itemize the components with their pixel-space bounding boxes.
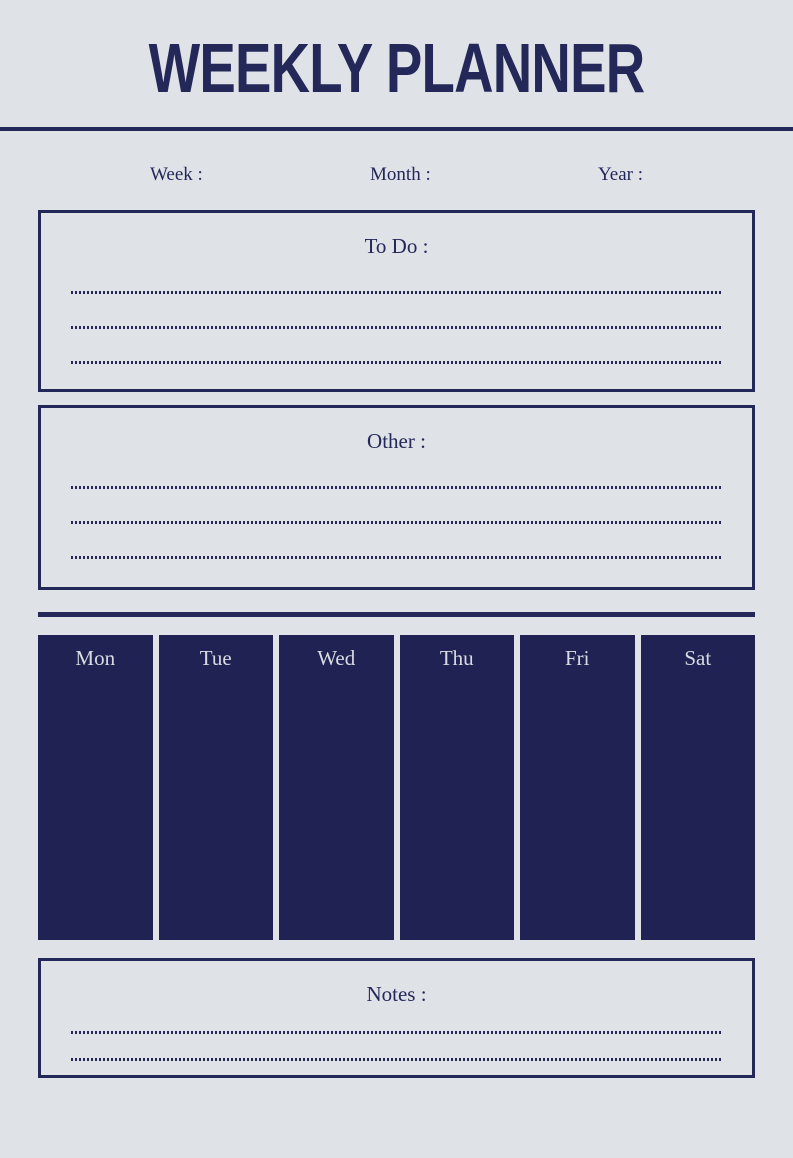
- meta-row: [0, 163, 793, 186]
- year-label: Year :: [597, 164, 643, 185]
- day-column-wed[interactable]: [279, 635, 394, 940]
- day-label-sat: Sat: [684, 646, 712, 670]
- day-label-tue: Tue: [199, 646, 232, 670]
- day-column-tue[interactable]: [159, 635, 274, 940]
- title-divider: [0, 127, 793, 131]
- day-column-sat[interactable]: [641, 635, 756, 940]
- todo-line-3[interactable]: [71, 361, 722, 364]
- other-line-1[interactable]: [71, 486, 722, 489]
- notes-section: [38, 958, 755, 1078]
- todo-section: [38, 210, 755, 392]
- notes-line-2[interactable]: [71, 1058, 722, 1061]
- day-column-thu[interactable]: [400, 635, 515, 940]
- other-title: Other :: [367, 429, 426, 453]
- day-column-mon[interactable]: [38, 635, 153, 940]
- todo-title: To Do :: [364, 234, 429, 258]
- day-grid: [38, 635, 755, 940]
- other-line-3[interactable]: [71, 556, 722, 559]
- day-label-fri: Fri: [564, 646, 590, 670]
- other-section: [38, 405, 755, 590]
- day-column-fri[interactable]: [520, 635, 635, 940]
- notes-title: Notes :: [366, 982, 427, 1006]
- page-title: WEEKLY PLANNER: [148, 29, 645, 107]
- days-divider: [38, 612, 755, 617]
- week-label: Week :: [150, 164, 203, 185]
- day-label-thu: Thu: [439, 646, 474, 670]
- planner-page: [0, 29, 793, 1158]
- month-label: Month :: [370, 164, 431, 185]
- other-line-2[interactable]: [71, 521, 722, 524]
- todo-line-1[interactable]: [71, 291, 722, 294]
- day-label-wed: Wed: [317, 646, 356, 670]
- day-label-mon: Mon: [75, 646, 116, 670]
- notes-line-1[interactable]: [71, 1031, 722, 1034]
- todo-line-2[interactable]: [71, 326, 722, 329]
